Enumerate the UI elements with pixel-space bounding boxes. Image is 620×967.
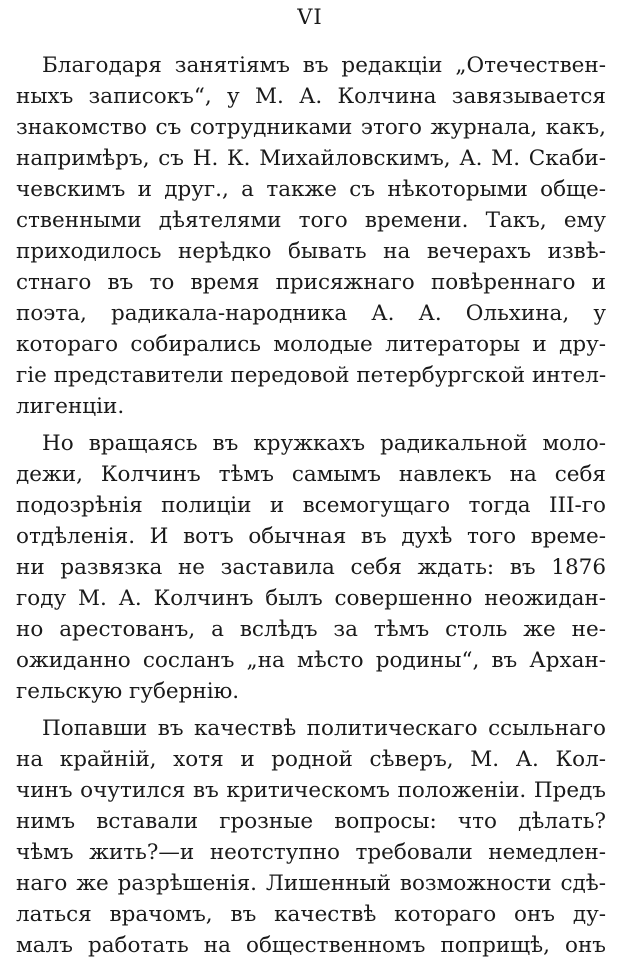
text-line: ожиданно сосланъ „на мѣсто родины“, въ Архан-	[16, 648, 606, 673]
text-line: гіе представители передовой петербургской интел-	[16, 363, 606, 388]
text-line: чинъ очутился въ критическомъ положеніи. Предъ	[16, 778, 606, 803]
text-line: дежи, Колчинъ тѣмъ самымъ навлекъ на себя	[16, 462, 606, 487]
paragraph-1	[16, 50, 606, 422]
body-text	[16, 50, 606, 967]
text-line: Благодаря занятіямъ въ редакціи „Отечествен-	[42, 53, 606, 78]
text-line: малъ работать на общественномъ поприщѣ, онъ	[16, 933, 606, 958]
text-line: чѣмъ жить?—и неотступно требовали немедлен-	[16, 840, 606, 865]
text-line: Попавши въ качествѣ политическаго ссыльнаго	[42, 716, 606, 741]
text-line: нимъ вставали грозные вопросы: что дѣлать?	[16, 809, 606, 834]
text-line: наго же разрѣшенія. Лишенный возможности сдѣ-	[16, 871, 606, 896]
text-line: котораго собирались молодые литераторы и дру-	[16, 332, 606, 357]
paragraph-2	[16, 428, 606, 707]
text-line: ственными дѣятелями того времени. Такъ, ему	[16, 208, 606, 233]
text-line: латься врачомъ, въ качествѣ котораго онъ ду-	[16, 902, 606, 927]
text-line: приходилось нерѣдко бывать на вечерахъ извѣ-	[16, 239, 606, 264]
text-line: гельскую губернію.	[16, 679, 240, 704]
text-line: ни развязка не заставила себя ждать: въ 1876	[16, 555, 606, 580]
page-number: VI	[297, 5, 323, 29]
text-line: напримѣръ, съ Н. К. Михайловскимъ, А. М. Скаби-	[16, 146, 606, 171]
text-line: знакомство съ сотрудниками этого журнала, какъ,	[16, 115, 606, 140]
text-line: стнаго въ то время присяжнаго повѣреннаго и	[16, 270, 606, 295]
text-line: Но вращаясь въ кружкахъ радикальной моло-	[42, 431, 606, 456]
text-line: чевскимъ и друг., а также съ нѣкоторыми обще-	[16, 177, 606, 202]
text-line: отдѣленія. И вотъ обычная въ духѣ того време-	[16, 524, 606, 549]
text-line: на крайній, хотя и родной сѣверъ, М. А. Кол-	[16, 747, 606, 772]
text-line: поэта, радикала-народника А. А. Ольхина, у	[16, 301, 606, 326]
text-line: году М. А. Колчинъ былъ совершенно неожидан-	[16, 586, 606, 611]
text-line: но арестованъ, а вслѣдъ за тѣмъ столь же не-	[16, 617, 606, 642]
text-line: подозрѣнія полиціи и всемогущаго тогда III-го	[16, 493, 606, 518]
text-line: лигенціи.	[16, 394, 125, 419]
paragraph-3	[16, 713, 606, 961]
text-line: ныхъ записокъ“, у М. А. Колчина завязывается	[16, 84, 606, 109]
